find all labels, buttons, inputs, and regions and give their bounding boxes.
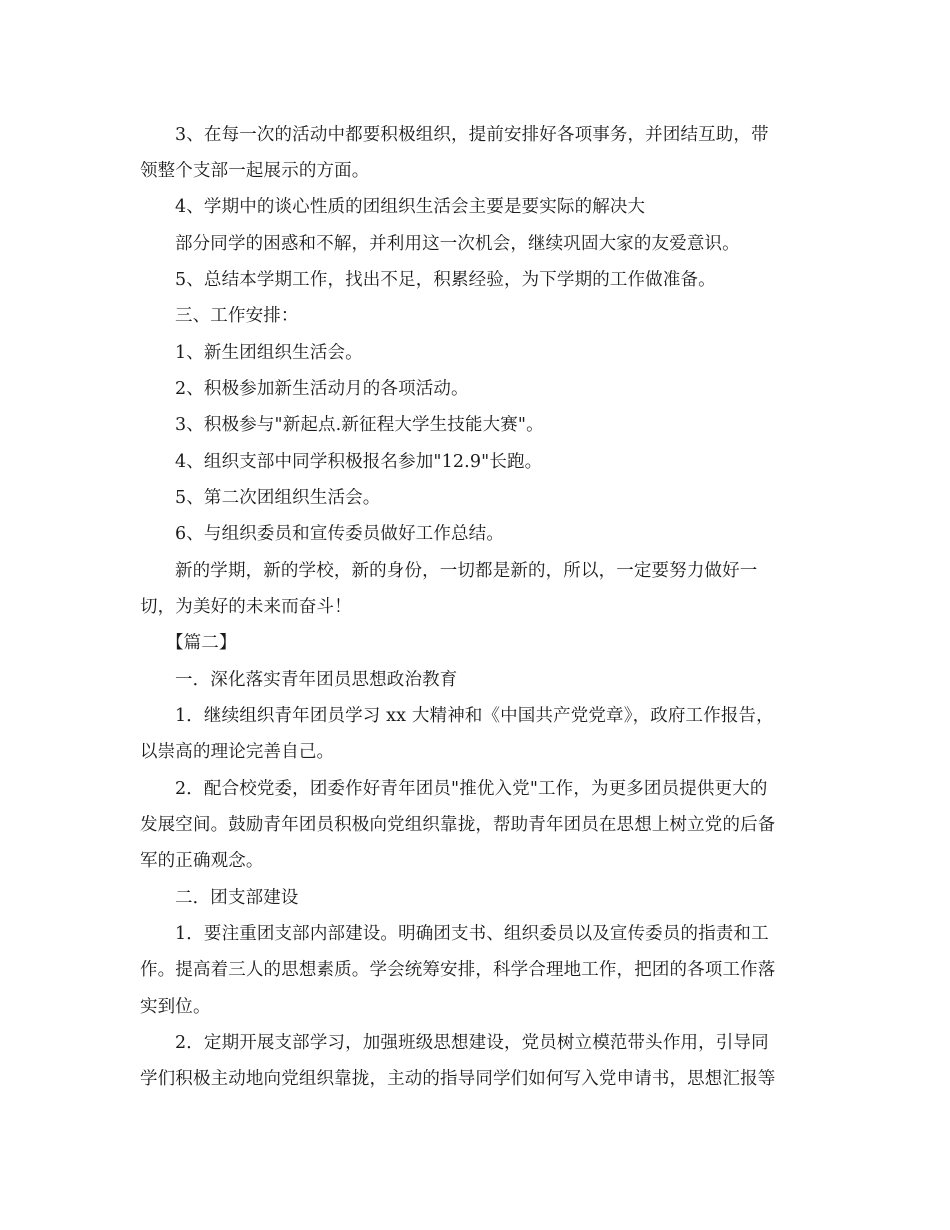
text-line: 3、在每一次的活动中都要积极组织，提前安排好各项事务，并团结互助，带 bbox=[175, 125, 769, 145]
text-line: 4、组织支部中同学积极报名参加"12.9"长跑。 bbox=[175, 452, 543, 472]
text-line: 2．定期开展支部学习，加强班级思想建设，党员树立模范带头作用，引导同 bbox=[175, 1033, 769, 1053]
text-line: 军的正确观念。 bbox=[140, 851, 264, 871]
text-line: 2、积极参加新生活动月的各项活动。 bbox=[175, 379, 469, 399]
text-line: 作。提高着三人的思想素质。学会统筹安排，科学合理地工作，把团的各项工作落 bbox=[140, 960, 776, 980]
text-line: 学们积极主动地向党组织靠拢，主动的指导同学们如何写入党申请书，思想汇报等 bbox=[140, 1069, 776, 1089]
text-line: 2．配合校党委，团委作好青年团员"推优入党"工作，为更多团员提供更大的 bbox=[175, 779, 768, 799]
text-line: 以崇高的理论完善自己。 bbox=[140, 742, 335, 762]
text-line: 发展空间。鼓励青年团员积极向党组织靠拢，帮助青年团员在思想上树立党的后备 bbox=[140, 815, 776, 835]
text-line: 5、总结本学期工作，找出不足，积累经验，为下学期的工作做准备。 bbox=[175, 270, 716, 290]
section-heading: 【篇二】 bbox=[166, 633, 237, 653]
section-heading: 三、工作安排： bbox=[175, 306, 299, 326]
text-line: 新的学期，新的学校，新的身份，一切都是新的，所以，一定要努力做好一 bbox=[175, 561, 758, 581]
text-line: 切，为美好的未来而奋斗！ bbox=[140, 597, 352, 617]
text-line: 1．要注重团支部内部建设。明确团支书、组织委员以及宣传委员的指责和工 bbox=[175, 924, 769, 944]
text-line: 1．继续组织青年团员学习 xx 大精神和《中国共产党党章》，政府工作报告， bbox=[175, 706, 774, 726]
section-heading: 一．深化落实青年团员思想政治教育 bbox=[175, 670, 458, 690]
text-line: 部分同学的困惑和不解，并利用这一次机会，继续巩固大家的友爱意识。 bbox=[175, 234, 740, 254]
section-heading: 二．团支部建设 bbox=[175, 888, 299, 908]
text-line: 5、第二次团组织生活会。 bbox=[175, 488, 381, 508]
text-line: 3、积极参与"新起点.新征程大学生技能大赛"。 bbox=[175, 415, 544, 435]
text-line: 1、新生团组织生活会。 bbox=[175, 343, 363, 363]
text-line: 领整个支部一起展示的方面。 bbox=[140, 161, 370, 181]
text-line: 4、学期中的谈心性质的团组织生活会主要是要实际的解决大 bbox=[175, 197, 646, 217]
text-line: 6、与组织委员和宣传委员做好工作总结。 bbox=[175, 524, 504, 544]
text-line: 实到位。 bbox=[140, 997, 211, 1017]
